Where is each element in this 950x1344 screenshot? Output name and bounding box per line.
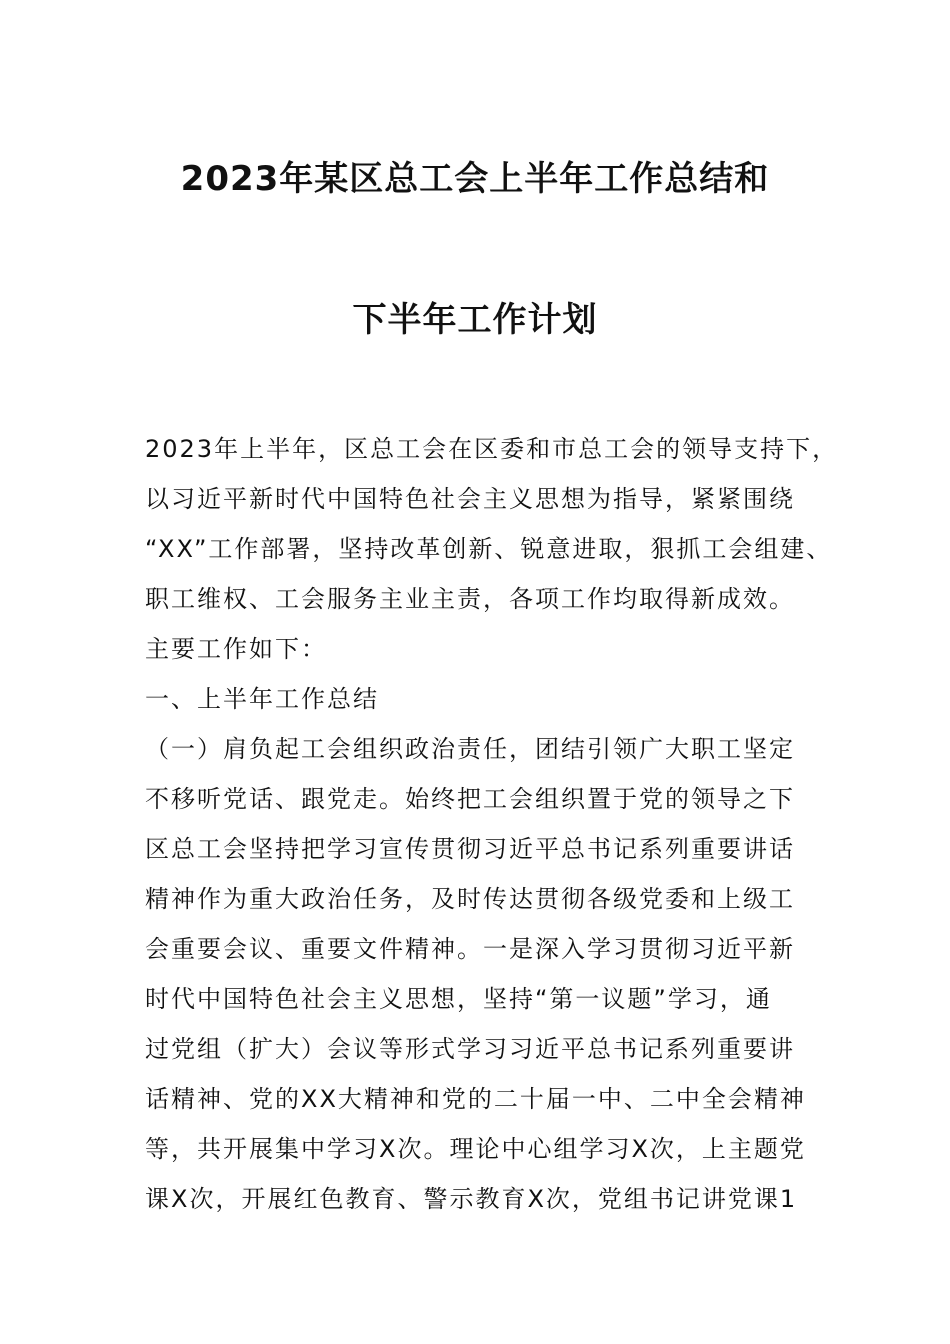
body-line: 课X次，开展红色教育、警示教育X次，党组书记讲党课1 [145, 1185, 798, 1213]
body-line: 会重要会议、重要文件精神。一是深入学习贯彻习近平新 [145, 935, 795, 963]
body-line: 以习近平新时代中国特色社会主义思想为指导，紧紧围绕 [145, 485, 795, 513]
body-line: 时代中国特色社会主义思想，坚持“第一议题”学习，通 [145, 985, 772, 1013]
document-body [145, 424, 845, 1224]
body-line: 区总工会坚持把学习宣传贯彻习近平总书记系列重要讲话 [145, 835, 795, 863]
body-line: 职工维权、工会服务主业主责，各项工作均取得新成效。 [145, 585, 795, 613]
document-title-line-1: 2023年某区总工会上半年工作总结和 [180, 159, 770, 199]
body-line: 主要工作如下： [145, 635, 327, 663]
body-line: 2023年上半年，区总工会在区委和市总工会的领导支持下， [145, 435, 839, 463]
body-line: “XX”工作部署，坚持改革创新、锐意进取，狠抓工会组建、 [145, 535, 833, 563]
body-line: 过党组（扩大）会议等形式学习习近平总书记系列重要讲 [145, 1035, 795, 1063]
body-line: 精神作为重大政治任务，及时传达贯彻各级党委和上级工 [145, 885, 795, 913]
body-line: 等，共开展集中学习X次。理论中心组学习X次，上主题党 [145, 1135, 806, 1163]
body-line: 话精神、党的XX大精神和党的二十届一中、二中全会精神 [145, 1085, 806, 1113]
subsection-heading: （一）肩负起工会组织政治责任，团结引领广大职工坚定 [145, 735, 795, 763]
body-line: 不移听党话、跟党走。始终把工会组织置于党的领导之下 [145, 785, 795, 813]
document-title-line-2: 下半年工作计划 [352, 300, 598, 340]
section-heading: 一、上半年工作总结 [145, 685, 379, 713]
